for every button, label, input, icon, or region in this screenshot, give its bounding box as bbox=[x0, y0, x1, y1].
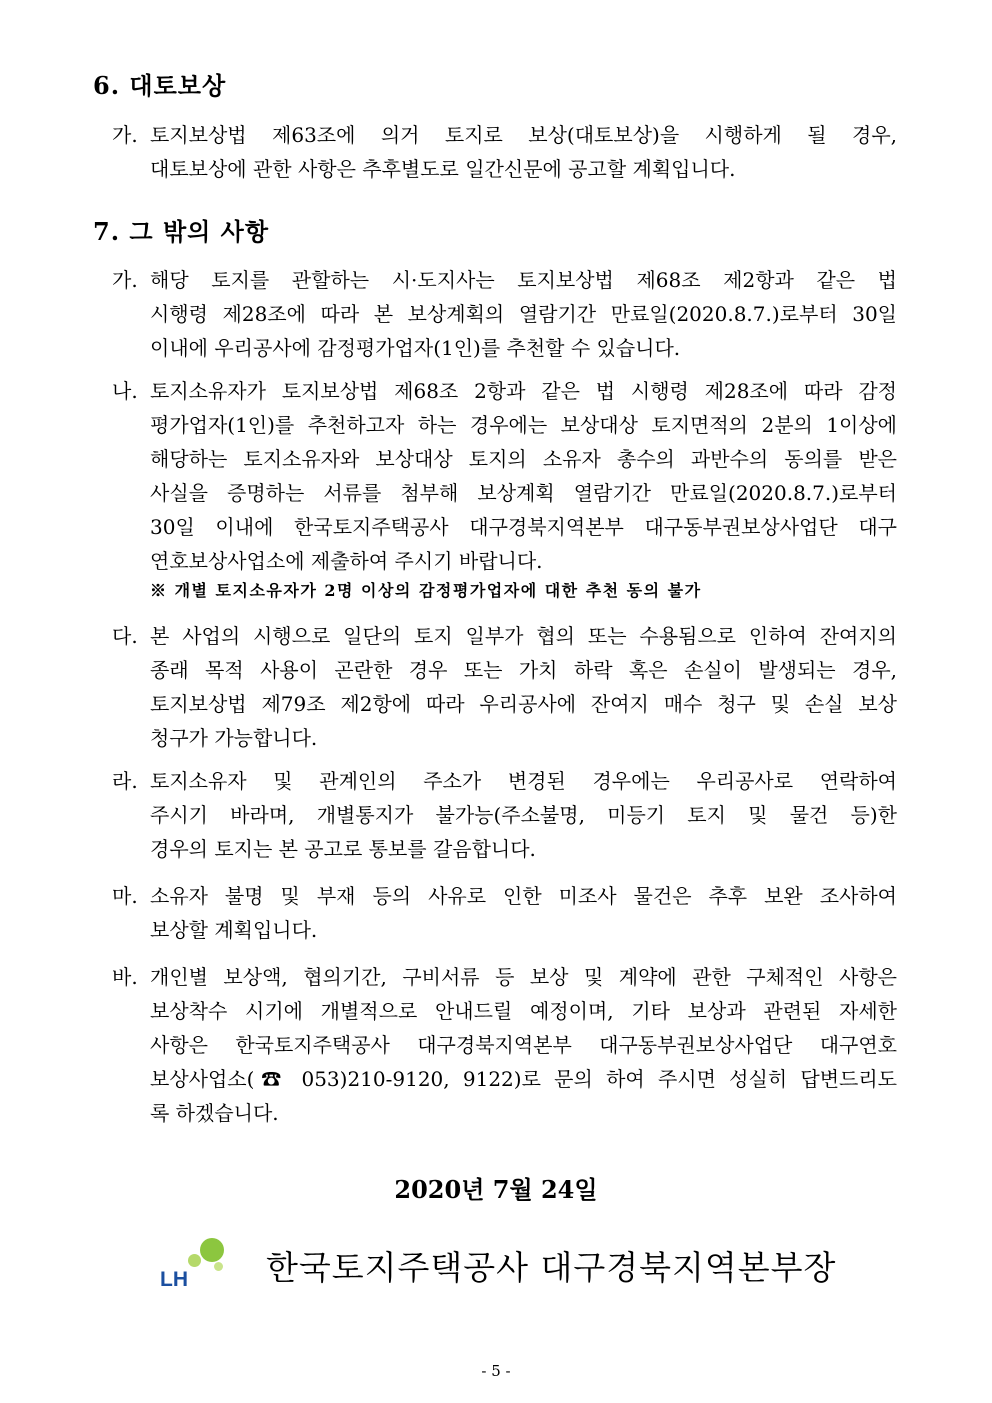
organization-name: 한국토지주택공사 대구경북지역본부장 bbox=[266, 1247, 837, 1287]
section-7-item-ga bbox=[112, 263, 897, 365]
logo-dot bbox=[200, 1238, 224, 1262]
item-line: 토지소유자가 토지보상법 제68조 2항과 같은 법 시행령 제28조에 따라 감정 bbox=[150, 379, 897, 403]
item-line: 주시기 바라며, 개별통지가 불가능(주소불명, 미등기 토지 및 물건 등)한 bbox=[150, 803, 897, 827]
section-6-heading: 6. 대토보상 bbox=[93, 71, 227, 100]
section-7-item-ma bbox=[112, 879, 897, 947]
note-text: ※ 개별 토지소유자가 2명 이상의 감정평가업자에 대한 추천 동의 불가 bbox=[150, 581, 702, 600]
item-line: 종래 목적 사용이 곤란한 경우 또는 가치 하락 혹은 손실이 발생되는 경우, bbox=[150, 658, 897, 682]
logo-text: LH bbox=[160, 1268, 188, 1291]
item-line: 본 사업의 시행으로 일단의 토지 일부가 협의 또는 수용됨으로 인하여 잔여지의 bbox=[150, 624, 897, 648]
item-marker: 마. bbox=[112, 884, 138, 908]
logo-dot bbox=[188, 1254, 201, 1267]
section-6-item-ga bbox=[112, 118, 897, 186]
item-line: 사항은 한국토지주택공사 대구경북지역본부 대구동부권보상사업단 대구연호 bbox=[150, 1033, 897, 1057]
item-line: 토지소유자 및 관계인의 주소가 변경된 경우에는 우리공사로 연락하여 bbox=[150, 769, 897, 793]
item-line: 록 하겠습니다. bbox=[150, 1101, 279, 1125]
section-7-item-na bbox=[112, 374, 897, 578]
section-7-item-ba bbox=[112, 960, 897, 1130]
item-marker: 가. bbox=[112, 268, 138, 292]
item-line: 시행령 제28조에 따라 본 보상계획의 열람기간 만료일(2020.8.7.)로부터 30일 bbox=[150, 302, 897, 326]
section-7-item-ra bbox=[112, 764, 897, 866]
page-number: - 5 - bbox=[481, 1362, 511, 1380]
item-line: 보상착수 시기에 개별적으로 안내드릴 예정이며, 기타 보상과 관련된 자세한 bbox=[150, 999, 897, 1023]
item-line: 이내에 우리공사에 감정평가업자(1인)를 추천할 수 있습니다. bbox=[150, 336, 681, 360]
item-marker: 라. bbox=[112, 769, 138, 793]
item-line: 연호보상사업소에 제출하여 주시기 바랍니다. bbox=[150, 549, 543, 573]
item-line: 해당 토지를 관할하는 시·도지사는 토지보상법 제68조 제2항과 같은 법 bbox=[150, 268, 897, 292]
notice-date: 2020년 7월 24일 bbox=[394, 1175, 598, 1204]
item-line: 토지보상법 제63조에 의거 토지로 보상(대토보상)을 시행하게 될 경우, bbox=[150, 123, 897, 147]
item-line: 개인별 보상액, 협의기간, 구비서류 등 보상 및 계약에 관한 구체적인 사항은 bbox=[150, 965, 897, 989]
item-line: 보상할 계획입니다. bbox=[150, 918, 318, 942]
item-line: 해당하는 토지소유자와 보상대상 토지의 소유자 총수의 과반수의 동의를 받은 bbox=[150, 447, 897, 471]
item-line: 30일 이내에 한국토지주택공사 대구경북지역본부 대구동부권보상사업단 대구 bbox=[150, 515, 897, 539]
item-line: 대토보상에 관한 사항은 추후별도로 일간신문에 공고할 계획입니다. bbox=[150, 157, 736, 181]
item-line: 청구가 가능합니다. bbox=[150, 726, 318, 750]
item-line: 소유자 불명 및 부재 등의 사유로 인한 미조사 물건은 추후 보완 조사하여 bbox=[150, 884, 897, 908]
item-marker: 나. bbox=[112, 379, 138, 403]
item-line: 토지보상법 제79조 제2항에 따라 우리공사에 잔여지 매수 청구 및 손실 보상 bbox=[150, 692, 897, 716]
item-line: 사실을 증명하는 서류를 첨부해 보상계획 열람기간 만료일(2020.8.7.)로부터 bbox=[150, 481, 897, 505]
section-7-heading: 7. 그 밖의 사항 bbox=[93, 217, 270, 246]
item-marker: 가. bbox=[112, 123, 138, 147]
item-marker: 다. bbox=[112, 624, 138, 648]
item-line: 보상사업소(☎ 053)210-9120, 9122)로 문의 하여 주시면 성실히 답변드리도 bbox=[150, 1067, 897, 1091]
lh-logo-icon bbox=[160, 1236, 232, 1294]
section-7-item-da bbox=[112, 619, 897, 755]
item-line: 경우의 토지는 본 공고로 통보를 갈음합니다. bbox=[150, 837, 536, 861]
item-line: 평가업자(1인)를 추천하고자 하는 경우에는 보상대상 토지면적의 2분의 1이상에 bbox=[150, 413, 897, 437]
logo-dot bbox=[214, 1262, 223, 1271]
item-marker: 바. bbox=[112, 965, 138, 989]
signature-block bbox=[160, 1235, 836, 1295]
